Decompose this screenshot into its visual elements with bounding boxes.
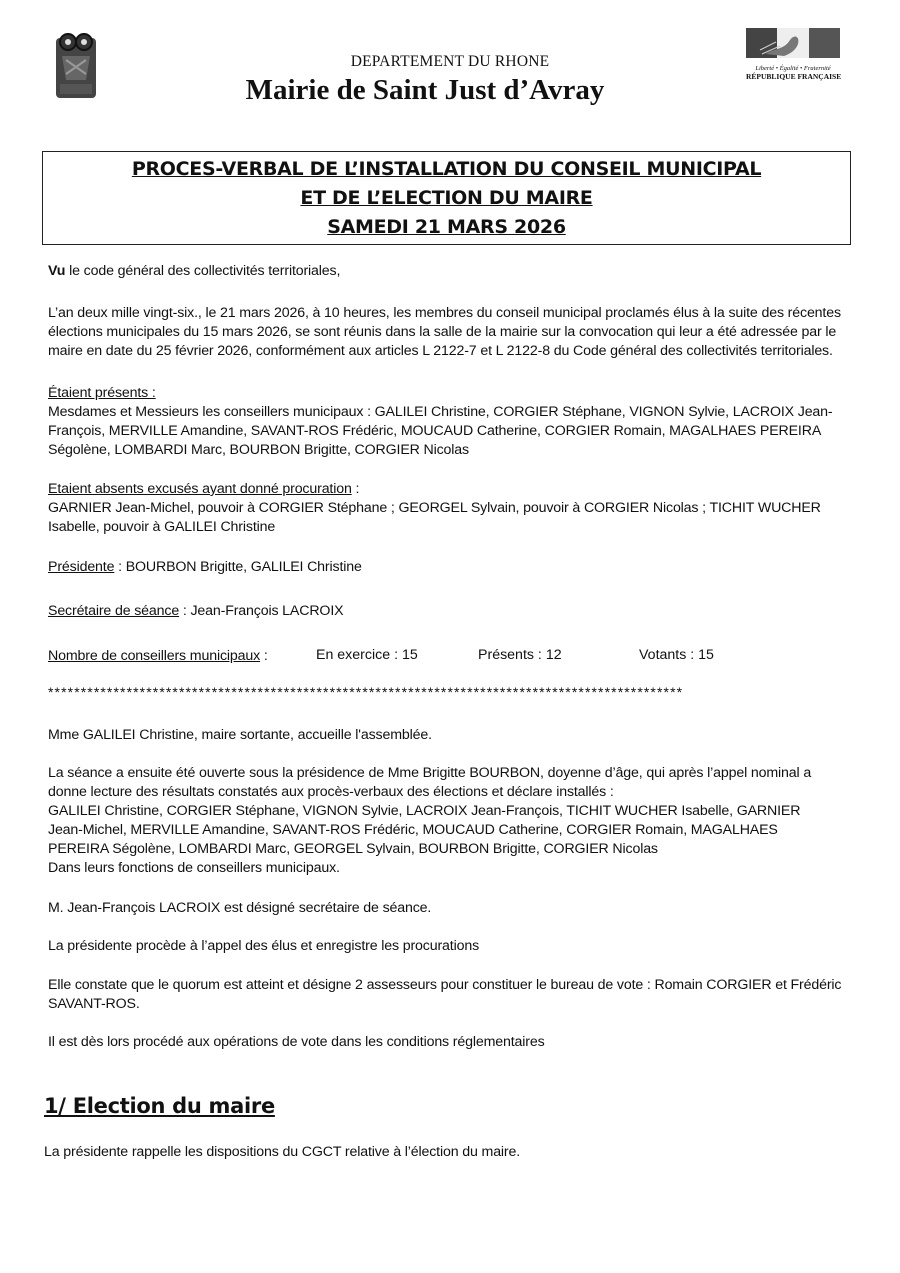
en-exercice-count: En exercice : 15: [316, 647, 418, 663]
secretaire-designe-paragraph: M. Jean-François LACROIX est désigné secrétaire de séance.: [48, 900, 432, 916]
secretaire-label: Secrétaire de séance: [48, 603, 180, 619]
title-line-2: ET DE L’ELECTION DU MAIRE: [300, 187, 593, 209]
title-line-1: PROCES-VERBAL DE L’INSTALLATION DU CONSEIL MUNICIPAL: [131, 158, 762, 180]
marianne-flag-icon: [746, 28, 840, 58]
presents-section: [48, 384, 848, 460]
quorum-paragraph: Elle constate que le quorum est atteint et désigne 2 assesseurs pour constituer le bureau de vote : Romain CORGIER et Frédéric SAVANT-ROS.: [48, 977, 842, 1012]
presents-text: Mesdames et Messieurs les conseillers municipaux : GALILEI Christine, CORGIER Stéphane, VIGNON Sylvie, LACROIX Jean-François, MERVILLE Amandine, SAVANT-ROS Frédéric, MOUCAUD Catherine, CORGIER Romain, MAGALHAES PEREIRA Ségolène, LOMBARDI Marc, BOURBON Brigitte, CORGIER Nicolas: [48, 404, 833, 458]
seance-text: La séance a ensuite été ouverte sous la présidence de Mme Brigitte BOURBON, doyenne d’âge, qui après l’appel nominal a donne lecture des résultats constatés aux procès-verbaux des élections et déclare installés :: [48, 765, 812, 800]
absents-label: Etaient absents excusés ayant donné procuration: [48, 481, 352, 497]
secretaire-text: : Jean-François LACROIX: [179, 603, 344, 619]
separator-stars: *************************************************************************************************: [48, 684, 684, 700]
presidente-text: : BOURBON Brigitte, GALILEI Christine: [114, 559, 362, 575]
absents-colon: :: [351, 481, 360, 497]
commune-logo: [52, 30, 100, 100]
installes-text: GALILEI Christine, CORGIER Stéphane, VIGNON Sylvie, LACROIX Jean-François, TICHIT WUCHER Isabelle, GARNIER Jean-Michel, MERVILLE Amandine, SAVANT-ROS Frédéric, MOUCAUD Catherine, CORGIER Romain, MAGALHAES PEREIRA Ségolène, LOMBARDI Marc, GEORGEL Sylvain, BOURBON Brigitte, CORGIER Nicolas: [48, 803, 801, 857]
absents-section: [48, 480, 848, 537]
section-heading: 1/ Election du maire: [44, 1094, 275, 1118]
vu-bold: Vu: [48, 263, 66, 279]
intro-paragraph: L’an deux mille vingt-six., le 21 mars 2026, à 10 heures, les membres du conseil municipal proclamés élus à la suite des récentes élections municipales du 15 mars 2026, se sont réunis dans la salle de la mairie sur la convocation qui leur a été adressée par le maire en date du 25 février 2026, conformément aux articles L 2122-7 et L 2122-8 du Code général des collectivités territoriales.: [48, 305, 841, 359]
absents-text: GARNIER Jean-Michel, pouvoir à CORGIER Stéphane ; GEORGEL Sylvain, pouvoir à CORGIER Nicolas ; TICHIT WUCHER Isabelle, pouvoir à GALILEI Christine: [48, 500, 821, 535]
nombre-label: Nombre de conseillers municipaux: [48, 648, 261, 664]
title-line-3: SAMEDI 21 MARS 2026: [327, 216, 566, 238]
appel-paragraph: La présidente procède à l’appel des élus et enregistre les procurations: [48, 938, 480, 954]
nombre-line: [48, 647, 848, 666]
departement-label: DEPARTEMENT DU RHONE: [350, 53, 550, 70]
nombre-colon: :: [260, 648, 268, 664]
vu-paragraph: [48, 262, 848, 281]
owl-emblem-icon: [52, 30, 100, 100]
presents-count: Présents : 12: [478, 647, 562, 663]
republique-francaise-logo: [746, 28, 840, 86]
rappel-paragraph: La présidente rappelle les dispositions du CGCT relative à l’élection du maire.: [44, 1144, 521, 1160]
title-box: [42, 151, 851, 245]
presidente-line: [48, 558, 848, 577]
republique-name: RÉPUBLIQUE FRANÇAISE: [746, 72, 842, 81]
accueil-paragraph: Mme GALILEI Christine, maire sortante, accueille l'assemblée.: [48, 727, 432, 743]
presents-label: Étaient présents :: [48, 385, 156, 401]
secretaire-line: [48, 602, 848, 621]
vu-text: le code général des collectivités territoriales,: [65, 263, 341, 279]
mairie-title: Mairie de Saint Just d’Avray: [245, 74, 605, 106]
operations-paragraph: Il est dès lors procédé aux opérations de vote dans les conditions réglementaires: [48, 1034, 545, 1050]
votants-count: Votants : 15: [639, 647, 714, 663]
presidente-label: Présidente: [48, 559, 115, 575]
fonctions-text: Dans leurs fonctions de conseillers municipaux.: [48, 860, 340, 876]
republique-motto: Liberté • Égalité • Fraternité: [755, 65, 831, 72]
seance-section: [48, 764, 838, 878]
